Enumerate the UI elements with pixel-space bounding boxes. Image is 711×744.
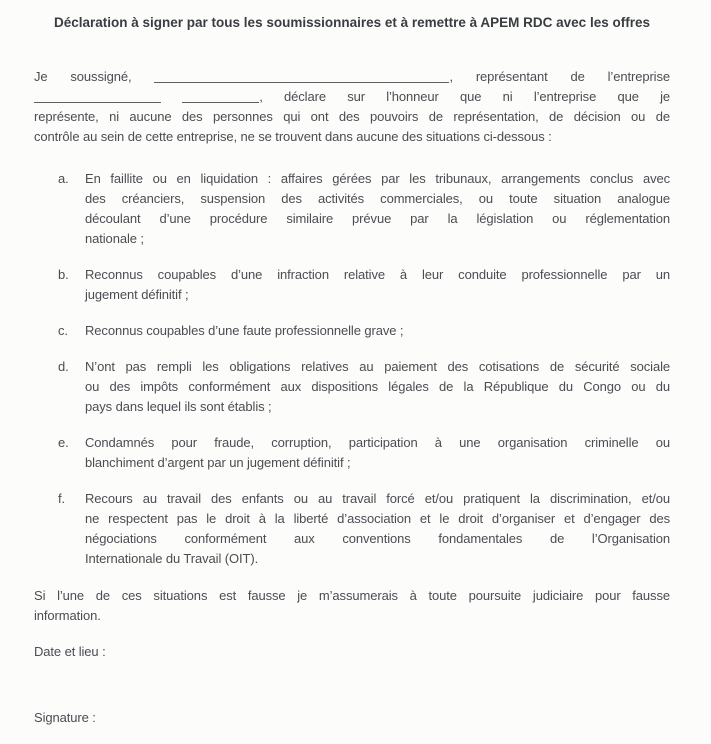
text-segment: contrôle au sein de cette entreprise, ne se trouvent dans aucune des situations ci-dessous :: [34, 129, 552, 144]
text-line: [34, 87, 670, 107]
item-marker: b.: [58, 267, 69, 282]
list-item-d: [58, 357, 670, 417]
text-line: Condamnés pour fraude, corruption, participation à une organisation criminelle ou: [85, 435, 670, 450]
text-segment: , représentant de l’entreprise: [449, 69, 670, 84]
fill-in-blank: [182, 91, 259, 103]
text-line: négociations conformément aux conventions fondamentales de l’Organisation: [85, 531, 670, 546]
list-item-c: [58, 321, 670, 341]
item-marker: c.: [58, 323, 68, 338]
fill-in-blank: [34, 91, 161, 103]
text-line: blanchiment d’argent par un jugement définitif ;: [85, 455, 351, 470]
text-segment: [132, 69, 155, 84]
text-segment: , déclare sur l’honneur que ni l’entreprise que je: [259, 89, 671, 104]
signature-label: Signature :: [34, 710, 96, 725]
item-text: [85, 357, 670, 417]
item-text: [85, 489, 670, 569]
item-text: [85, 169, 670, 249]
text-line: [34, 67, 670, 87]
situations-list: [34, 169, 670, 569]
item-marker: a.: [58, 171, 69, 186]
text-line: Recours au travail des enfants ou au travail forcé et/ou pratiquent la discrimination, et/ou: [85, 491, 670, 506]
list-item-e: [58, 433, 670, 473]
list-item-a: [58, 169, 670, 249]
text-line: découlant d’une procédure similaire prévue par la législation ou réglementation: [85, 211, 670, 226]
document-title: Déclaration à signer par tous les soumissionnaires et à remettre à APEM RDC avec les offres: [54, 15, 650, 30]
item-marker: e.: [58, 435, 69, 450]
item-marker: d.: [58, 359, 69, 374]
text-line: [34, 107, 670, 127]
text-line: [34, 127, 670, 147]
text-line: En faillite ou en liquidation : affaires gérées par les tribunaux, arrangements conclus avec: [85, 171, 670, 186]
text-line: Internationale du Travail (OIT).: [85, 551, 259, 566]
text-line: ne respectent pas le droit à la liberté d’association et le droit d’organiser et d’engager des: [85, 511, 670, 526]
item-text: [85, 433, 670, 473]
closing-paragraph: [34, 586, 670, 626]
item-text: [85, 321, 670, 341]
text-line: nationale ;: [85, 231, 144, 246]
text-segment: [161, 89, 182, 104]
list-item-f: [58, 489, 670, 569]
text-segment: représente, ni aucune des personnes qui ont des pouvoirs de représentation, de décision ou de: [34, 109, 670, 124]
text-line: des créanciers, suspension des activités commerciales, ou toute situation analogue: [85, 191, 670, 206]
text-segment: Je soussigné,: [34, 69, 132, 84]
text-line: N’ont pas rempli les obligations relatives au paiement des cotisations de sécurité sociale: [85, 359, 670, 374]
text-line: jugement définitif ;: [85, 287, 189, 302]
fill-in-blank: [154, 71, 449, 83]
text-line: Reconnus coupables d’une infraction relative à leur conduite professionnelle par un: [85, 267, 670, 282]
text-line: pays dans lequel ils sont établis ;: [85, 399, 272, 414]
text-line: Reconnus coupables d’une faute professionnelle grave ;: [85, 323, 404, 338]
date-lieu-label: Date et lieu :: [34, 644, 106, 659]
text-line: ou des impôts conformément aux dispositions légales de la République du Congo ou du: [85, 379, 670, 394]
item-text: [85, 265, 670, 305]
list-item-b: [58, 265, 670, 305]
intro-paragraph: [34, 67, 670, 147]
text-line: Si l’une de ces situations est fausse je m’assumerais à toute poursuite judiciaire pour fausse: [34, 588, 670, 603]
item-marker: f.: [58, 491, 66, 506]
text-line: information.: [34, 608, 101, 623]
